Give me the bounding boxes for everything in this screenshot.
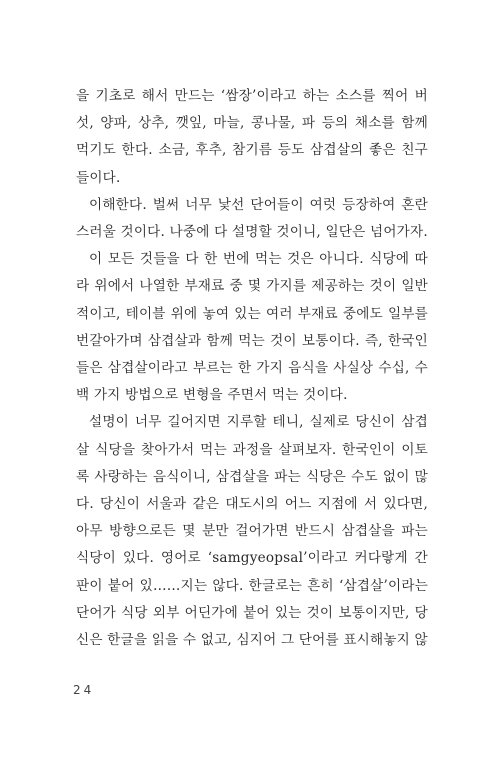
paragraph: 이해한다. 벌써 너무 낯선 단어들이 여럿 등장하여 혼란스러울 것이다. 나중에 다 설명할 것이니, 일단은 넘어가자. <box>76 196 428 241</box>
body-text <box>76 83 428 654</box>
paragraph: 을 기초로 해서 만드는 ‘쌈장’이라고 하는 소스를 찍어 버섯, 양파, 상추, 깻잎, 마늘, 콩나물, 파 등의 채소를 함께 먹기도 한다. 소금, 후추, 참기름 등도 삼겹살의 좋은 친구들이다. <box>76 88 428 186</box>
page-number: 24 <box>73 683 95 697</box>
paragraph: 이 모든 것들을 다 한 번에 먹는 것은 아니다. 식당에 따라 위에서 나열한 부재료 중 몇 가지를 제공하는 것이 일반적이고, 테이블 위에 놓여 있는 여러 부재료 중에도 일부를 번갈아가며 삼겹살과 함께 먹는 것이 보통이다. 즉, 한국인들은 삼겹살이라고 부르는 한 가지 음식을 사실상 수십, 수백 가지 방법으로 변형을 주면서 먹는 것이다. <box>76 251 428 404</box>
paragraph: 설명이 너무 길어지면 지루할 테니, 실제로 당신이 삼겹살 식당을 찾아가서 먹는 과정을 살펴보자. 한국인이 이토록 사랑하는 음식이니, 삼겹살을 파는 식당은 수도 없이 많다. 당신이 서울과 같은 대도시의 어느 지점에 서 있다면, 아무 방향으로든 몇 분만 걸어가면 반드시 삼겹살을 파는 식당이 있다. 영어로 ‘samgyeopsal’이라고 커다랗게 간판이 붙어 있……지는 않다. 한글로는 흔히 ‘삼겹살’이라는 단어가 식당 외부 어딘가에 붙어 있는 것이 보통이지만, 당신은 한글을 읽을 수 없고, 심지어 그 단어를 표시해놓지 않 <box>76 414 428 649</box>
